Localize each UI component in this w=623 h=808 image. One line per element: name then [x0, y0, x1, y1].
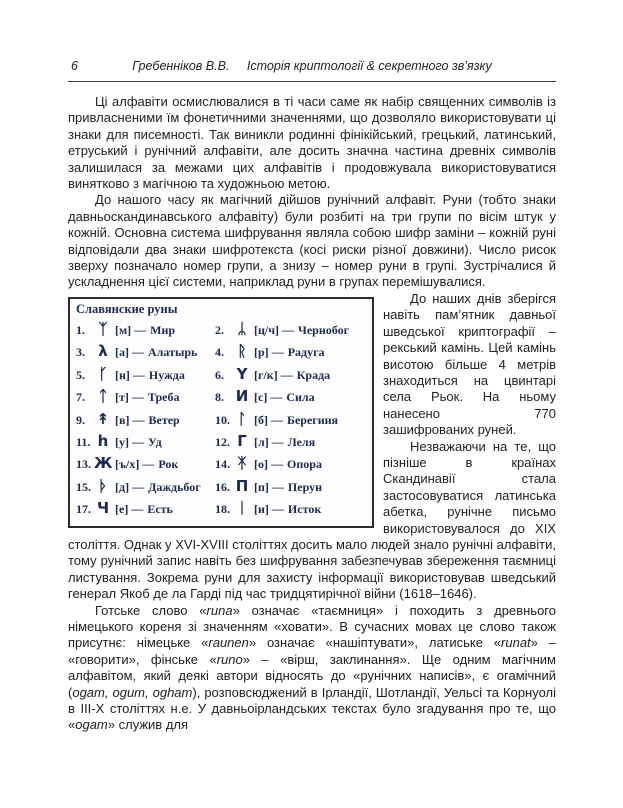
rune-name: Есть [147, 502, 173, 517]
paragraph-runic-cipher: До нашого часу як магічний дійшов рунічний алфавіт. Руни (тобто знаки давньоскандинавського алфавіту) були розбиті на три групи по вісім штук у кожній. Основна система шифрування являла собою шифр заміни – кожній руні відповідали два знаки шифротекста (косі риски різної довжини). Число рисок зверху позначало номер групи, а знизу – номер руни в групі. Зустрічалися й ускладнення цієї системи, наприклад руни в групах перемішувалися. [68, 192, 556, 290]
rune-name: Перун [287, 479, 323, 494]
rune-name: Алатырь [148, 345, 198, 360]
rune-separator: — [131, 502, 144, 517]
rune-number: 11. [76, 434, 91, 449]
rune-item [215, 431, 364, 453]
rune-glyph-icon: ᛦ [237, 319, 247, 338]
rune-glyph-icon: ᛉ [98, 319, 108, 338]
rune-glyph-icon: И [235, 387, 249, 406]
rune-sound: [и] [254, 502, 269, 517]
rune-item [215, 453, 364, 475]
rune-glyph-icon: П [235, 476, 249, 495]
rune-item [76, 431, 209, 453]
slavic-runes-figure [68, 297, 374, 528]
rune-name: Рок [158, 457, 179, 472]
paragraph-rok-stone: До наших днів зберігся навіть пам’ятник давньої шведської криптографії – рекський камінь. Цей камінь висотою більше 4 метрів знаходиться на цвинтарі села Рьок. На ньому нанесено 770 зашифрованих руней. [383, 290, 556, 438]
rune-name: Крада [296, 367, 331, 382]
rune-item [76, 319, 209, 341]
rune-sound: [о] [254, 457, 269, 472]
rune-number: 14. [215, 457, 231, 472]
rune-separator: — [280, 367, 293, 382]
rune-number: 7. [76, 390, 85, 405]
rune-sound: [у] [115, 434, 129, 449]
rune-sound: [с] [254, 390, 268, 405]
rune-sound: [а] [115, 345, 129, 360]
rune-separator: — [271, 434, 284, 449]
rune-separator: — [132, 479, 145, 494]
rune-sound: [п] [254, 479, 269, 494]
rune-item [76, 476, 209, 498]
rune-sound: [в] [115, 412, 130, 427]
rune-separator: — [134, 322, 147, 337]
rune-glyph-icon: Γ [237, 431, 247, 450]
rune-name: Опора [287, 457, 322, 472]
rune-item [215, 409, 364, 431]
rune-glyph-icon: Y [236, 364, 248, 383]
rune-separator: — [132, 412, 145, 427]
rune-item [215, 498, 364, 520]
rune-name: Чернобог [298, 322, 350, 337]
rune-name: Треба [147, 390, 180, 405]
rune-item [76, 498, 209, 520]
rune-item [76, 364, 209, 386]
rune-name: Леля [287, 434, 316, 449]
rune-item [215, 386, 364, 408]
rune-name: Уд [148, 434, 162, 449]
rune-separator: — [271, 502, 284, 517]
page-body [68, 94, 556, 734]
rune-glyph-icon: ᛁ [237, 499, 247, 518]
rune-sound: [т] [115, 390, 129, 405]
rune-glyph-icon: ᚴ [98, 364, 108, 383]
rune-glyph-icon: λ [98, 342, 108, 361]
rune-glyph-icon: ᛡ [237, 454, 247, 473]
rune-number: 12. [215, 434, 231, 449]
rune-item [215, 319, 364, 341]
rune-sound: [м] [115, 322, 132, 337]
rune-number: 17. [76, 502, 91, 517]
rune-sound: [г/к] [254, 367, 278, 382]
rune-separator: — [131, 390, 144, 405]
rune-sound: [р] [254, 345, 269, 360]
rune-number: 6. [215, 367, 225, 382]
rune-item [215, 364, 364, 386]
rune-separator: — [142, 457, 155, 472]
rune-separator: — [132, 367, 145, 382]
rune-number: 1. [76, 322, 85, 337]
rune-glyph-icon: ↟ [96, 409, 110, 428]
paragraph-scandinavia: Незважаючи на те, що пізніше в країнах Скандинавії стала застосовуватися латинська абетка, рунічне письмо використовувалося до XIX століття. Однак у XVI-XVIII століттях досить мало людей знало рунічні алфавіти, тому рунічний запис навіть без шифрування забезпечував збереження таємниці листування. Зокрема руни для захисту інформації використовував шведський генерал Якоб де ла Гарді під час тридцятирічної війни (1618–1646). [68, 438, 556, 602]
rune-name: Мир [150, 322, 176, 337]
rune-glyph-icon: ᛏ [98, 387, 108, 406]
rune-number: 2. [215, 322, 225, 337]
rune-name: Исток [287, 502, 322, 517]
rune-sound: [б] [254, 412, 269, 427]
rune-name: Ветер [148, 412, 180, 427]
rune-sound: [н] [115, 367, 130, 382]
rune-name: Берегиня [287, 412, 339, 427]
page-number: 6 [71, 59, 78, 73]
rune-item [215, 476, 364, 498]
rune-separator: — [132, 345, 144, 360]
rune-glyph-icon: ᚱ [237, 342, 247, 361]
rune-item [76, 453, 209, 475]
running-author: Гребенніков В.В. [132, 59, 230, 73]
rune-name: Нужда [148, 367, 185, 382]
rune-sound: [л] [254, 434, 269, 449]
rune-number: 9. [76, 412, 85, 427]
rune-glyph-icon: Ч [96, 499, 110, 518]
rune-number: 13. [76, 457, 91, 472]
rune-glyph-icon: h [97, 431, 109, 450]
rune-item [76, 341, 209, 363]
rune-separator: — [132, 434, 144, 449]
rune-glyph-icon: ᚦ [98, 476, 108, 495]
rune-item [76, 409, 209, 431]
rune-name: Сила [286, 390, 315, 405]
running-titles [68, 58, 556, 73]
running-header [68, 58, 556, 82]
rune-item [215, 341, 364, 363]
rune-sound: [д] [115, 479, 130, 494]
rune-number: 18. [215, 502, 231, 517]
rune-separator: — [271, 412, 284, 427]
rune-number: 15. [76, 479, 91, 494]
rune-item [76, 386, 209, 408]
rune-table-title: Славянские руны [76, 301, 178, 316]
rune-sound: [е] [115, 502, 129, 517]
rune-number: 10. [215, 412, 231, 427]
rune-separator: — [271, 479, 284, 494]
rune-glyph-icon: Ж [94, 454, 113, 473]
rune-separator: — [271, 345, 284, 360]
rune-number: 5. [76, 367, 85, 382]
rune-separator: — [271, 457, 284, 472]
rune-separator: — [282, 322, 295, 337]
rune-separator: — [270, 390, 283, 405]
rune-sound: [ц/ч] [254, 322, 280, 337]
running-book-title: Історія криптології & секретного зв’язку [246, 59, 492, 73]
paragraph-runa-etymology: Готське слово «runa» означає «таємниця» і походить з древнього німецького кореня зі значенням «ховати». В сучасних мовах це слово також присутнє: німецьке «raunen» означає «нашіптувати», латиське «runat» – «говорити», фінське «runo» – «вірш, заклинання». Ще одним магічним алфавітом, який деякі автори відносять до «рунічних написів», є огамічний (ogam, ogum, ogham), розповсюджений в Ірландії, Шотландії, Уельсі та Корнуолі в III-X століттях н.е. У давньоірландських текстах було згадування про те, що «ogam» служив для [68, 602, 556, 733]
rune-name: Радуга [287, 345, 325, 360]
rune-number: 16. [215, 479, 231, 494]
rune-glyph-icon: ᛚ [237, 409, 247, 428]
rune-name: Даждьбог [148, 479, 201, 494]
rune-number: 3. [76, 345, 85, 360]
rune-number: 4. [215, 345, 225, 360]
rune-sound: [ъ/х] [115, 457, 140, 472]
paragraph-alphabets: Ці алфавіти осмислювалися в ті часи саме як набір священних символів із привласненими їм фонетичними значеннями, що дозволяло використовувати ці знаки для писемності. Так виникли родинні фінікійський, грецький, латинський, етруський і рунічний алфавіти, але досить значна частина древніх символів залишилася за межами цих алфавітів і продовжувала використовуватися винятково з магічною та художньою метою. [68, 94, 556, 192]
rune-number: 8. [215, 390, 225, 405]
rune-grid [76, 319, 364, 521]
